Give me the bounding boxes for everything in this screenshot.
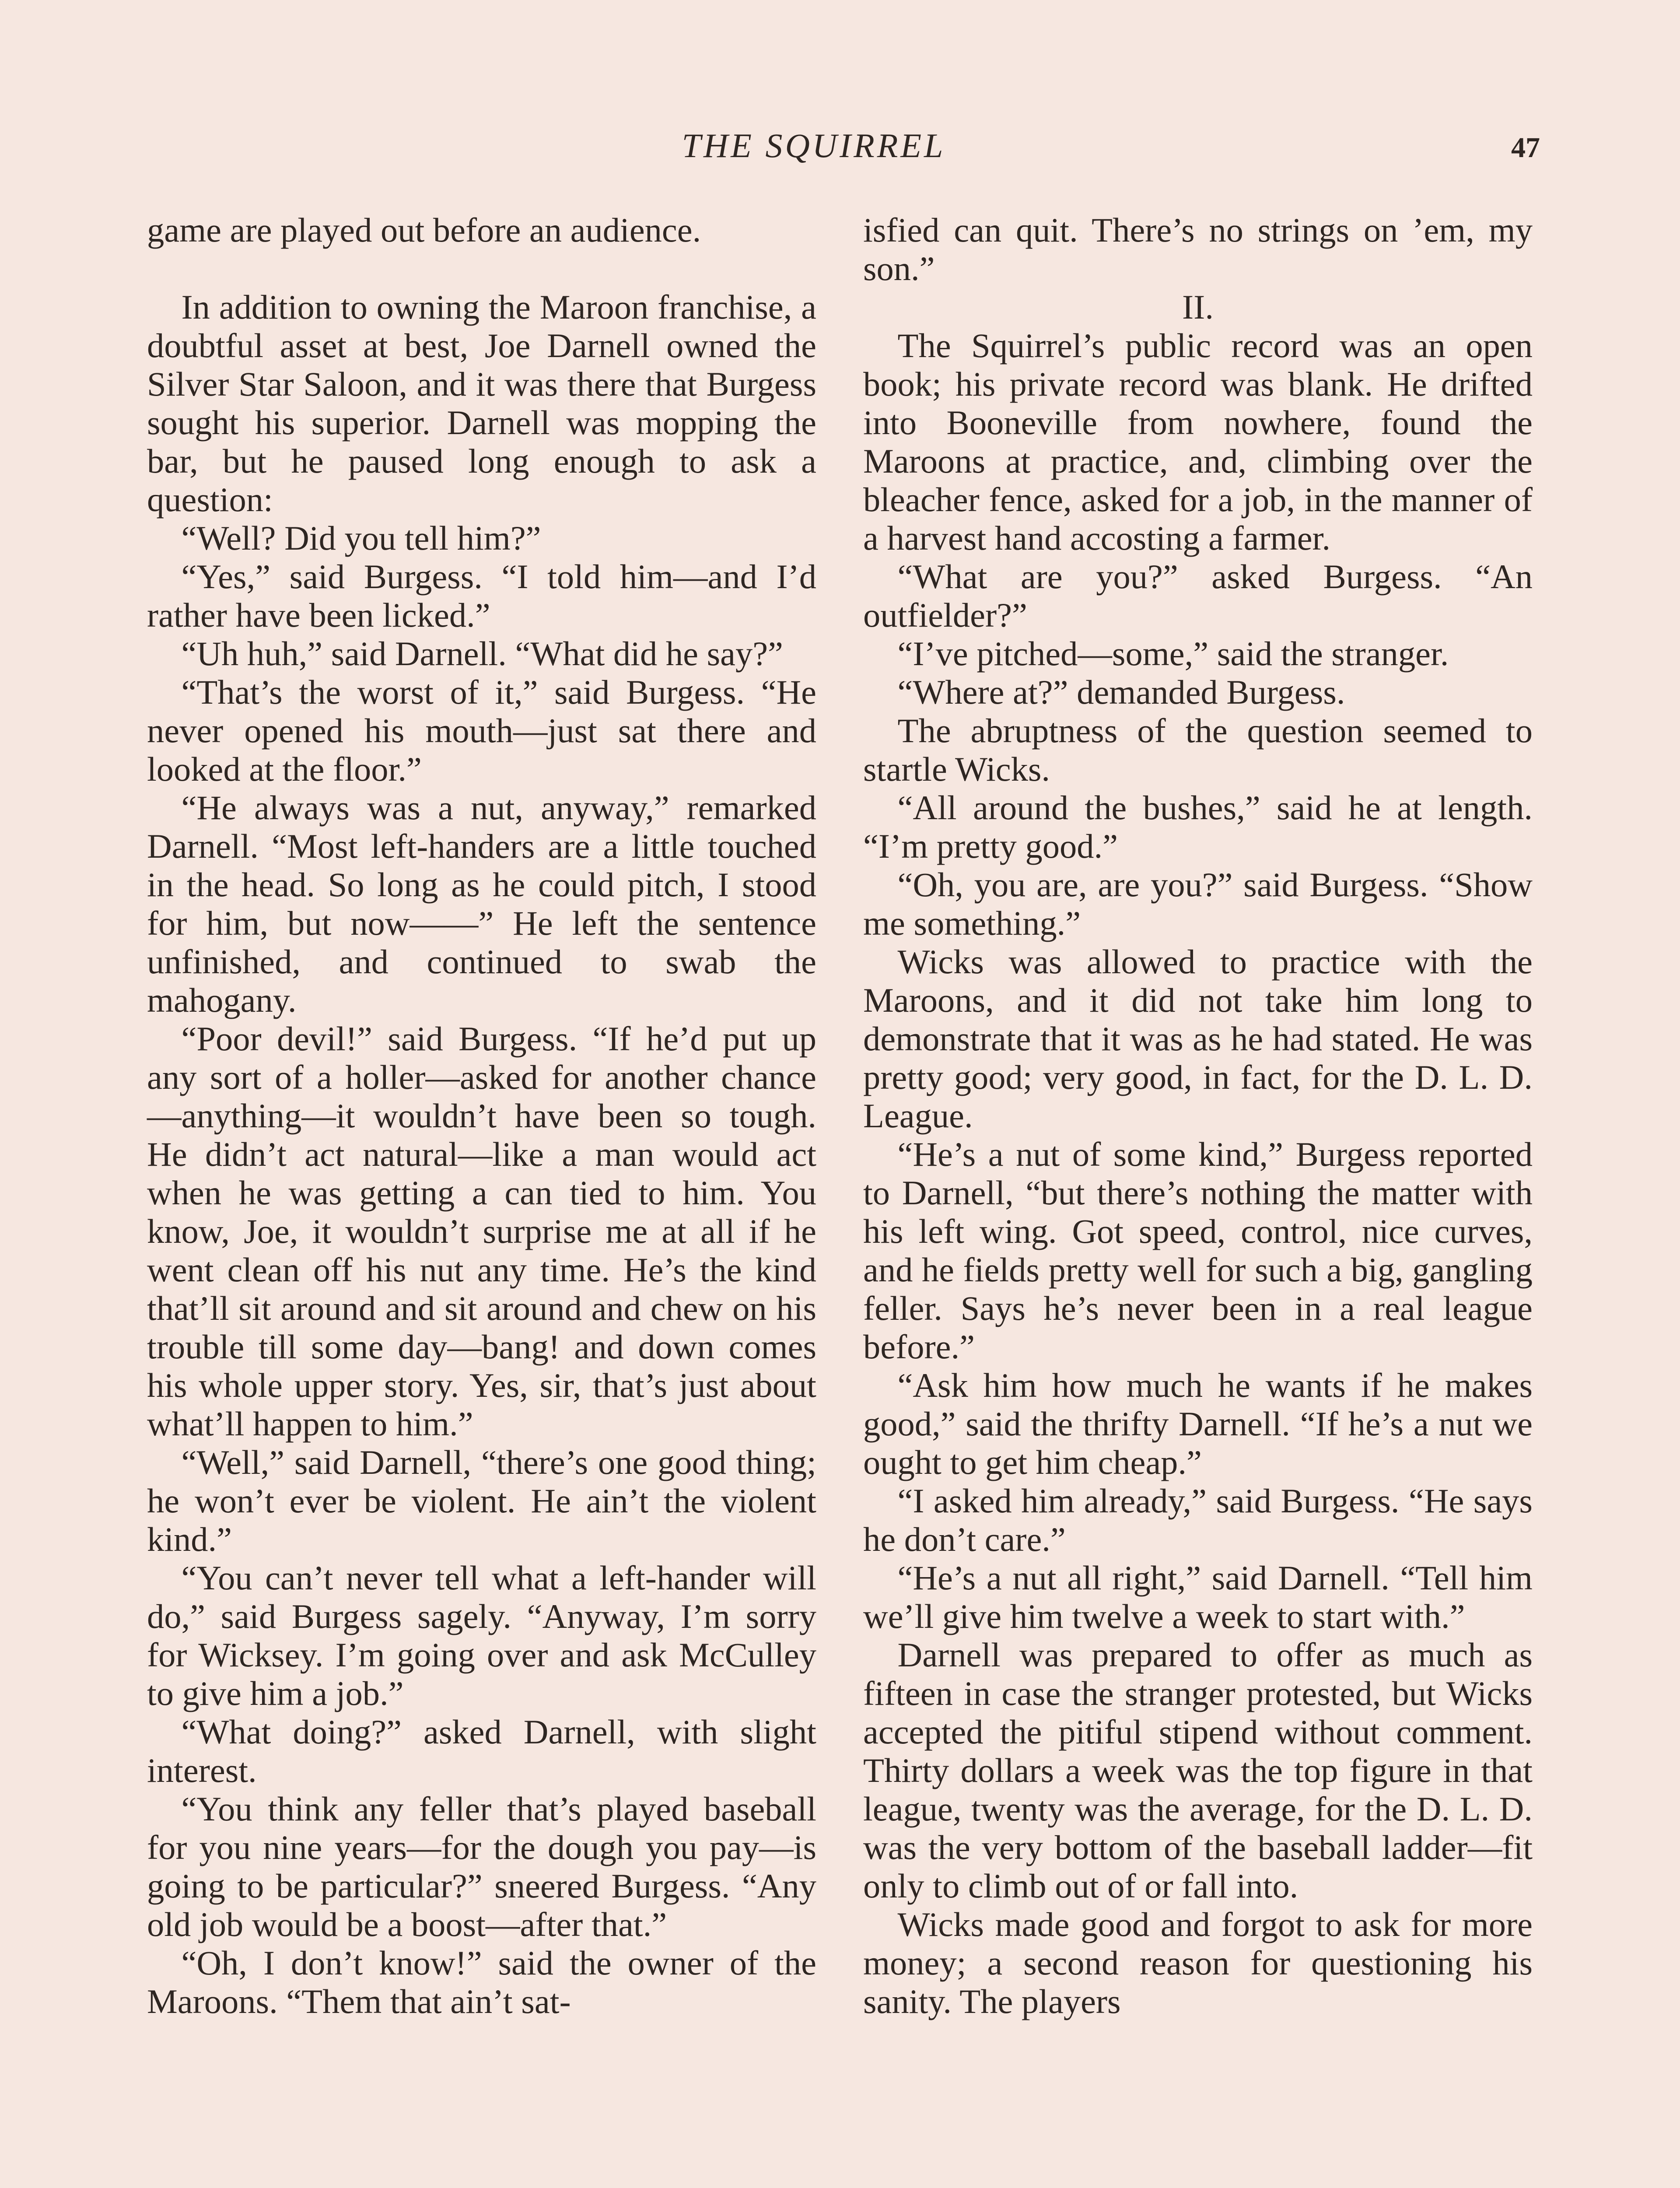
paragraph: The abruptness of the question seemed to startle Wicks. xyxy=(863,712,1533,788)
paragraph: isfied can quit. There’s no strings on ’em, my son.” xyxy=(863,211,1533,288)
paragraph: “Oh, you are, are you?” said Burgess. “Show me something.” xyxy=(863,866,1533,942)
paragraph: “Uh huh,” said Darnell. “What did he say?” xyxy=(181,635,783,673)
section-heading: II. xyxy=(1182,288,1214,326)
paragraph: “What are you?” asked Burgess. “An outfielder?” xyxy=(863,558,1533,634)
paragraph: In addition to owning the Maroon franchise, a doubtful asset at best, Joe Darnell owned the Silver Star Saloon, and it was there that Burgess sought his superior. Darnell was mopping the bar, but he paused long enough to ask a question: xyxy=(147,288,816,519)
paragraph: “Well,” said Darnell, “there’s one good thing; he won’t ever be violent. He ain’t the violent kind.” xyxy=(147,1443,816,1558)
paragraph: “He always was a nut, anyway,” remarked Darnell. “Most left-handers are a little touched in the head. So long as he could pitch, I stood for him, but now——” He left the sentence unfinished, and continued to swab the mahogany. xyxy=(147,789,816,1019)
left-column xyxy=(147,211,816,2021)
paragraph: “That’s the worst of it,” said Burgess. “He never opened his mouth—just sat there and looked at the floor.” xyxy=(147,673,816,788)
paragraph: “I’ve pitched—some,” said the stranger. xyxy=(897,635,1449,673)
paragraph: “Oh, I don’t know!” said the owner of the Maroons. “Them that ain’t sat- xyxy=(147,1944,816,2020)
paragraph: game are played out before an audience. xyxy=(147,211,701,249)
paragraph: “Where at?” demanded Burgess. xyxy=(897,673,1345,711)
paragraph: Wicks was allowed to practice with the Maroons, and it did not take him long to demonstrate that it was as he had stated. He was pretty good; very good, in fact, for the D. L. D. League. xyxy=(863,943,1533,1135)
paragraph: “Ask him how much he wants if he makes good,” said the thrifty Darnell. “If he’s a nut we ought to get him cheap.” xyxy=(863,1366,1533,1481)
paragraph: “I asked him already,” said Burgess. “He says he don’t care.” xyxy=(863,1482,1533,1558)
paragraph: “He’s a nut all right,” said Darnell. “Tell him we’ll give him twelve a week to start with.” xyxy=(863,1559,1533,1635)
paragraph: “What doing?” asked Darnell, with slight interest. xyxy=(147,1713,816,1789)
paragraph: “You can’t never tell what a left-hander will do,” said Burgess sagely. “Anyway, I’m sorry for Wicksey. I’m going over and ask McCulley to give him a job.” xyxy=(147,1559,816,1712)
paragraph: Wicks made good and forgot to ask for more money; a second reason for questioning his sanity. The players xyxy=(863,1905,1533,2020)
page-number: 47 xyxy=(1511,132,1540,164)
paragraph: “Yes,” said Burgess. “I told him—and I’d rather have been licked.” xyxy=(147,558,816,634)
paragraph: “Well? Did you tell him?” xyxy=(181,519,541,557)
paragraph: “You think any feller that’s played baseball for you nine years—for the dough you pay—is going to be particular?” sneered Burgess. “Any old job would be a boost—after that.” xyxy=(147,1790,816,1943)
paragraph: The Squirrel’s public record was an open book; his private record was blank. He drifted into Booneville from nowhere, found the Maroons at practice, and, climbing over the bleacher fence, asked for a job, in the manner of a harvest hand accosting a farmer. xyxy=(863,326,1533,557)
running-title: THE SQUIRREL xyxy=(682,126,946,165)
paragraph: Darnell was prepared to offer as much as fifteen in case the stranger protested, but Wicks accepted the pitiful stipend without comment. Thirty dollars a week was the top figure in that league, twenty was the average, for the D. L. D. was the very bottom of the baseball ladder—fit only to climb out of or fall into. xyxy=(863,1636,1533,1905)
right-column xyxy=(863,211,1533,2021)
paragraph: “All around the bushes,” said he at length. “I’m pretty good.” xyxy=(863,789,1533,865)
paragraph: “He’s a nut of some kind,” Burgess reported to Darnell, “but there’s nothing the matter with his left wing. Got speed, control, nice curves, and he fields pretty well for such a big, gangling feller. Says he’s never been in a real league before.” xyxy=(863,1135,1533,1366)
paragraph: “Poor devil!” said Burgess. “If he’d put up any sort of a holler—asked for another chance—anything—it wouldn’t have been so tough. He didn’t act natural—like a man would act when he was getting a can tied to him. You know, Joe, it wouldn’t surprise me at all if he went clean off his nut any time. He’s the kind that’ll sit around and sit around and chew on his trouble till some day—bang! and down comes his whole upper story. Yes, sir, that’s just about what’ll happen to him.” xyxy=(147,1020,816,1443)
